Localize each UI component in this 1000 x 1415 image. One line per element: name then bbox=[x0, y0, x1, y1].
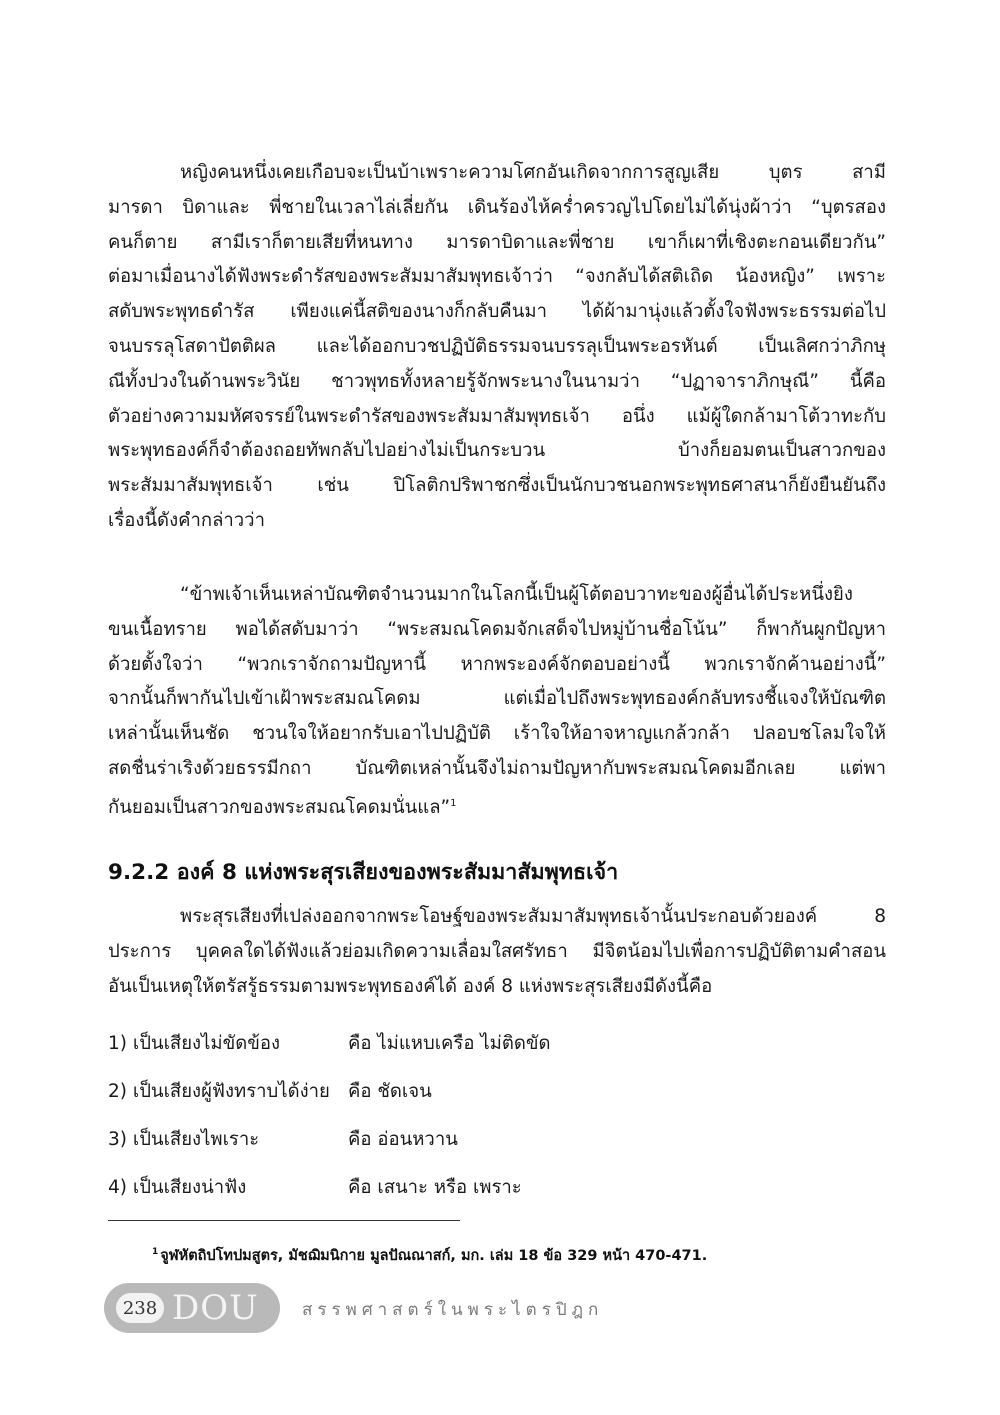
paragraph-line: มารดา บิดาและ พี่ชายในเวลาไล่เลี่ยกัน เดินร้องไห้คร่ำครวญไปโดยไม่ได้นุ่งผ้าว่า “บุตรสอง bbox=[108, 196, 886, 218]
list-item-description: คือ ชัดเจน bbox=[348, 1081, 432, 1102]
paragraph-line: เรื่องนี้ดังคำกล่าวว่า bbox=[108, 509, 265, 531]
paragraph-line: พระพุทธองค์ก็จำต้องถอยทัพกลับไปอย่างไม่เป็นกระบวน บ้างก็ยอมตนเป็นสาวกของ bbox=[108, 440, 886, 462]
paragraph-line: คนก็ตาย สามีเราก็ตายเสียที่หนทาง มารดาบิดาและพี่ชาย เขาก็เผาที่เชิงตะกอนเดียวกัน” bbox=[108, 231, 886, 253]
paragraph-line: เหล่านั้นเห็นชัด ชวนใจให้อยากรับเอาไปปฏิบัติ เร้าใจให้อาจหาญแกล้วกล้า ปลอบชโลมใจให้ bbox=[108, 723, 886, 745]
paragraph-line: ณีทั้งปวงในด้านพระวินัย ชาวพุทธทั้งหลายรู้จักพระนางในนามว่า “ปฏาจาราภิกษุณี” นี้คือ bbox=[108, 370, 886, 392]
voice-qualities-list bbox=[108, 1024, 551, 1216]
list-item-label: 1) เป็นเสียงไม่ขัดข้อง bbox=[108, 1033, 281, 1054]
list-item bbox=[108, 1168, 551, 1216]
paragraph-line: ขนเนื้อทราย พอได้สดับมาว่า “พระสมณโคดมจักเสด็จไปหมู่บ้านชื่อโน้น” ก็พากันผูกปัญหา bbox=[108, 618, 886, 640]
paragraph-line: พระสุรเสียงที่เปล่งออกจากพระโอษฐ์ของพระสัมมาสัมพุทธเจ้านั้นประกอบด้วยองค์ 8 bbox=[180, 906, 886, 927]
paragraph-line: จนบรรลุโสดาปัตติผล และได้ออกบวชปฏิบัติธรรมจนบรรลุเป็นพระอรหันต์ เป็นเลิศกว่าภิกษุ bbox=[108, 335, 886, 357]
paragraph-line: ประการ บุคคลใดได้ฟังแล้วย่อมเกิดความเลื่อมใสศรัทธา มีจิตน้อมไปเพื่อการปฏิบัติตามคำสอน bbox=[108, 940, 886, 962]
section-heading: 9.2.2 องค์ 8 แห่งพระสุรเสียงของพระสัมมาสัมพุทธเจ้า bbox=[108, 860, 619, 885]
running-footer-title: สรรพศาสตร์ในพระไตรปิฎก bbox=[302, 1300, 604, 1320]
paragraph-line: พระสัมมาสัมพุทธเจ้า เช่น ปิโลติกปริพาชกซึ่งเป็นนักบวชนอกพระพุทธศาสนาก็ยังยืนยันถึง bbox=[108, 475, 886, 497]
paragraph-line: จากนั้นก็พากันไปเข้าเฝ้าพระสมณโคดม แต่เมื่อไปถึงพระพุทธองค์กลับทรงชี้แจงให้บัณฑิต bbox=[108, 688, 886, 710]
brand-logo-text: DOU bbox=[172, 1288, 259, 1328]
paragraph-line: สดับพระพุทธดำรัส เพียงแค่นี้สติของนางก็กลับคืนมา ได้ผ้ามานุ่งแล้วตั้งใจฟังพระธรรมต่อไป bbox=[108, 301, 886, 323]
paragraph-1 bbox=[108, 156, 886, 539]
list-item-description: คือ เสนาะ หรือ เพราะ bbox=[348, 1177, 522, 1198]
list-item-label: 4) เป็นเสียงน่าฟัง bbox=[108, 1177, 247, 1198]
list-item-description: คือ อ่อนหวาน bbox=[348, 1129, 458, 1150]
paragraph-2-quote bbox=[108, 578, 886, 822]
list-item-label: 3) เป็นเสียงไพเราะ bbox=[108, 1129, 260, 1150]
list-item bbox=[108, 1120, 551, 1168]
paragraph-line: “ข้าพเจ้าเห็นเหล่าบัณฑิตจำนวนมากในโลกนี้เป็นผู้โต้ตอบวาทะของผู้อื่นได้ประหนึ่งยิง bbox=[180, 584, 853, 605]
list-item-description: คือ ไม่แหบเครือ ไม่ติดขัด bbox=[348, 1033, 551, 1054]
section-intro bbox=[108, 900, 886, 1004]
paragraph-line: ตัวอย่างความมหัศจรรย์ในพระดำรัสของพระสัมมาสัมพุทธเจ้า อนึ่ง แม้ผู้ใดกล้ามาโต้วาทะกับ bbox=[108, 405, 886, 427]
list-item-label: 2) เป็นเสียงผู้ฟังทราบได้ง่าย bbox=[108, 1081, 330, 1102]
list-item bbox=[108, 1072, 551, 1120]
paragraph-line: อันเป็นเหตุให้ตรัสรู้ธรรมตามพระพุทธองค์ได้ องค์ 8 แห่งพระสุรเสียงมีดังนี้คือ bbox=[108, 975, 713, 997]
page-number: 238 bbox=[116, 1293, 164, 1323]
footer-badge bbox=[104, 1283, 280, 1333]
footnote-number: 1 bbox=[152, 1247, 159, 1257]
paragraph-line-text: กันยอมเป็นสาวกของพระสมณโคดมนั่นแล” bbox=[108, 796, 451, 818]
paragraph-line: ด้วยตั้งใจว่า “พวกเราจักถามปัญหานี้ หากพระองค์จักตอบอย่างนี้ พวกเราจักค้านอย่างนี้” bbox=[108, 653, 886, 675]
footnote-text: จูฬหัตถิปโทปมสูตร, มัชฌิมนิกาย มูลปัณณาสก์, มก. เล่ม 18 ข้อ 329 หน้า 470-471. bbox=[160, 1248, 708, 1264]
footnote-reference[interactable]: 1 bbox=[450, 797, 457, 809]
footnote bbox=[152, 1244, 707, 1267]
paragraph-line: หญิงคนหนึ่งเคยเกือบจะเป็นบ้าเพราะความโศกอันเกิดจากการสูญเสีย บุตร สามี bbox=[180, 162, 886, 183]
footnote-divider bbox=[108, 1220, 460, 1221]
paragraph-line-with-footnote bbox=[108, 787, 886, 822]
paragraph-line: ต่อมาเมื่อนางได้ฟังพระดำรัสของพระสัมมาสัมพุทธเจ้าว่า “จงกลับได้สติเถิด น้องหญิง” เพราะ bbox=[108, 266, 886, 288]
list-item bbox=[108, 1024, 551, 1072]
paragraph-line: สดชื่นร่าเริงด้วยธรรมีกถา บัณฑิตเหล่านั้นจึงไม่ถามปัญหากับพระสมณโคดมอีกเลย แต่พา bbox=[108, 757, 886, 779]
